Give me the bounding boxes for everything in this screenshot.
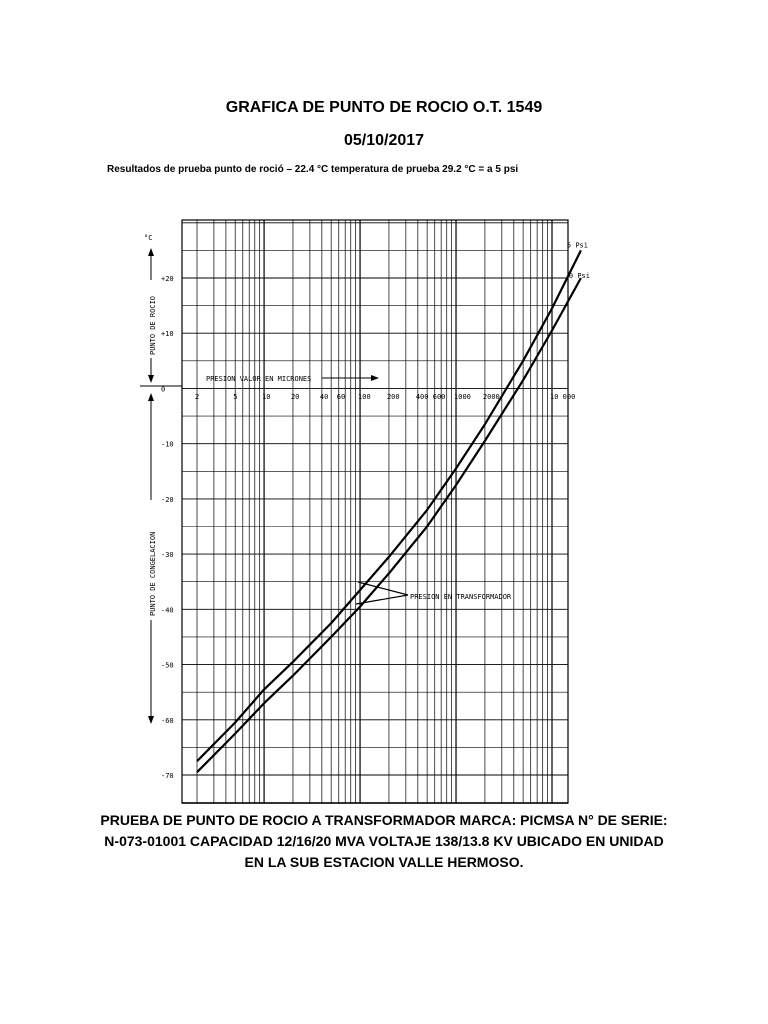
x-tick-label: 60 xyxy=(336,393,346,401)
y-lower-arrowhead xyxy=(148,393,154,401)
x-unit-arrowhead xyxy=(371,375,379,381)
x-tick-label: 40 xyxy=(319,393,329,401)
x-tick-label: 10 000 xyxy=(550,393,576,401)
x-tick-label: 20 xyxy=(290,393,300,401)
y-tick-label: -60 xyxy=(161,716,174,725)
x-tick-label: 600 xyxy=(432,393,446,401)
y-unit-label: °C xyxy=(144,234,153,242)
y-tick-label: -50 xyxy=(161,661,174,670)
chart-subtitle: Resultados de prueba punto de roció – 22.4 °C temperatura de prueba 29.2 °C = a 5 psi xyxy=(107,164,519,175)
series-label: 5 Psi xyxy=(566,241,588,250)
x-tick-label: 2000 xyxy=(482,393,500,401)
chart-date: 05/10/2017 xyxy=(343,132,425,149)
y-tick-label: +20 xyxy=(161,275,174,283)
series-label: 0 Psi xyxy=(568,272,590,280)
x-unit-label: PRESION VALOR EN MICRONES xyxy=(206,375,312,383)
y-tick-label: -20 xyxy=(161,495,174,504)
annotation-pointer-upper xyxy=(358,582,408,595)
chart-tick-labels xyxy=(161,275,575,780)
x-tick-label: 1000 xyxy=(454,393,471,401)
y-lower-arrowhead-bottom xyxy=(148,716,154,724)
x-tick-label: 5 xyxy=(233,393,238,401)
y-tick-label: 0 xyxy=(161,385,166,394)
y-upper-arrowhead-bottom xyxy=(148,375,154,383)
y-tick-label: -70 xyxy=(161,772,174,780)
footer-description: PRUEBA DE PUNTO DE ROCIO A TRANSFORMADOR MARCA: PICMSA N° DE SERIE: N-073-01001 CAPACIDAD 12/16/20 MVA VOLTAJE 138/13.8 KV UBICADO EN UNIDAD EN LA SUB ESTACION VALLE HERMOSO. xyxy=(100,812,668,870)
chart-title: GRAFICA DE PUNTO DE ROCIO O.T. 1549 xyxy=(225,99,543,116)
chart-axes xyxy=(140,234,568,803)
y-upper-label: PUNTO DE ROCIO xyxy=(149,295,157,355)
y-tick-label: -40 xyxy=(161,606,174,615)
y-tick-label: +10 xyxy=(161,330,174,339)
x-tick-label: 200 xyxy=(386,393,400,401)
annotation-pointer-lower xyxy=(356,595,408,604)
annotation-presion-transformador: PRESION EN TRANSFORMADOR xyxy=(410,593,512,601)
x-tick-label: 400 xyxy=(415,393,429,401)
y-upper-arrowhead xyxy=(148,248,154,256)
y-tick-label: -30 xyxy=(161,551,174,560)
x-tick-label: 100 xyxy=(358,393,371,401)
y-lower-label: PUNTO DE CONGELACION xyxy=(149,531,157,616)
x-tick-label: 10 xyxy=(262,393,271,401)
y-tick-label: -10 xyxy=(161,440,174,449)
x-tick-label: 2 xyxy=(195,393,200,401)
